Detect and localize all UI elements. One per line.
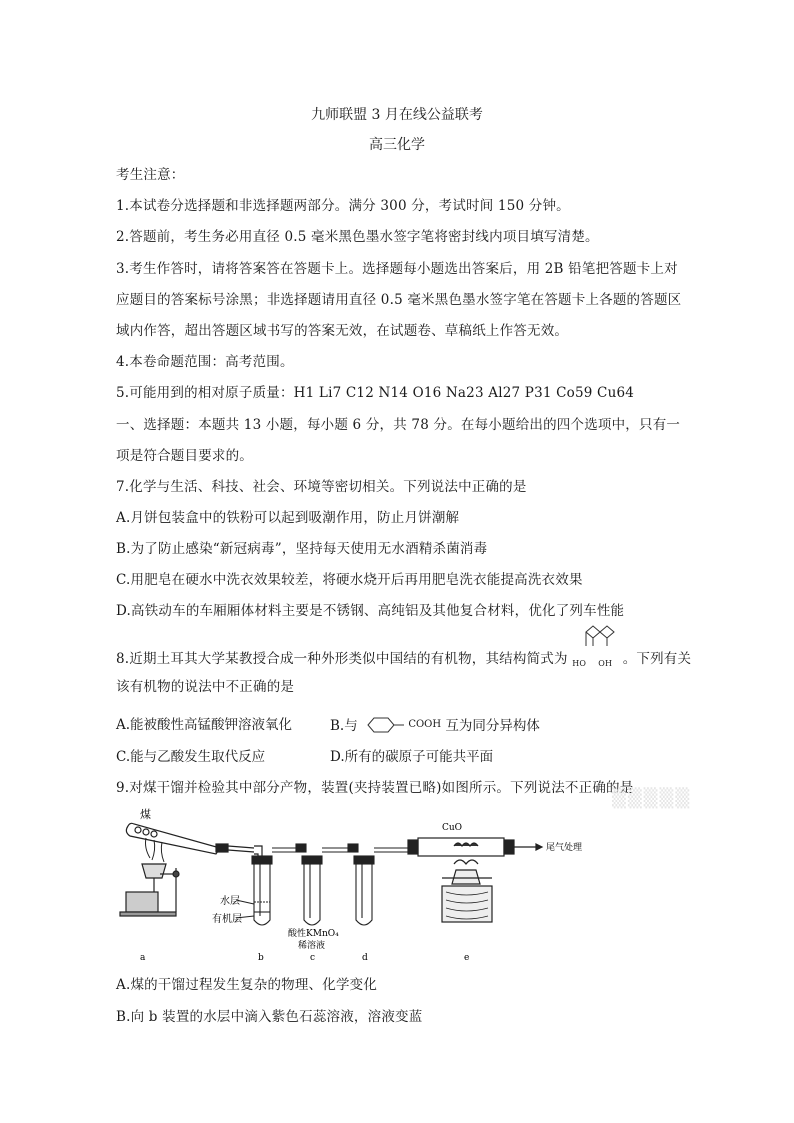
subject-title: 高三化学 xyxy=(369,137,425,153)
knot-structure xyxy=(572,650,618,668)
test-tube-d xyxy=(348,844,408,925)
notice-item: 应题目的答案标号涂黑；非选择题请用直径 0.5 毫米黑色墨水签字笔在答题卡上各题的答题区 xyxy=(116,292,682,308)
apparatus-figure xyxy=(116,808,583,968)
knot-ho-label: HO xyxy=(572,659,587,668)
apparatus-diagram xyxy=(116,808,583,968)
q8-option-b-pre: B.与 xyxy=(330,718,358,734)
apparatus-label-a: a xyxy=(140,953,146,963)
q7-option-d: D.高铁动车的车厢厢体材料主要是不锈钢、高纯铝及其他复合材料，优化了列车性能 xyxy=(116,603,625,619)
section-heading: 一、选择题：本题共 13 小题，每小题 6 分，共 78 分。在每小题给出的四个选项中，只有一 xyxy=(116,417,681,433)
notice-heading: 考生注意： xyxy=(116,167,185,183)
apparatus-a xyxy=(120,823,220,916)
exam-title: 九师联盟 3 月在线公益联考 xyxy=(311,107,483,123)
notice-item: 2.答题前，考生务必用直径 0.5 毫米黑色墨水签字笔将密封线内项目填写清楚。 xyxy=(116,229,599,245)
kmno4-label: 酸性KMnO₄ xyxy=(288,929,339,939)
notice-item: 1.本试卷分选择题和非选择题两部分。满分 300 分，考试时间 150 分钟。 xyxy=(116,198,570,214)
test-tube-c xyxy=(296,844,356,925)
q7-option-a: A.月饼包装盒中的铁粉可以起到吸潮作用，防止月饼潮解 xyxy=(116,510,460,526)
kmno4-label-2: 稀溶液 xyxy=(298,941,326,951)
q9-option-b: B.向 b 装置的水层中滴入紫色石蕊溶液，溶液变蓝 xyxy=(116,1009,423,1025)
q8-option-d: D.所有的碳原子可能共平面 xyxy=(330,749,494,765)
q8-option-b-cooh: COOH xyxy=(408,719,442,730)
q7-option-c: C.用肥皂在硬水中洗衣效果较差，将硬水烧开后再用肥皂洗衣能提高洗衣效果 xyxy=(116,572,583,588)
apparatus-e xyxy=(408,838,542,922)
test-tube-b xyxy=(236,848,306,925)
cyclohexane-ring-icon xyxy=(362,716,404,734)
q8-option-b xyxy=(330,716,540,735)
water-layer-label: 水层 xyxy=(220,896,240,907)
section-heading-cont: 项是符合题目要求的。 xyxy=(116,448,253,464)
apparatus-label-d: d xyxy=(362,953,368,963)
coal-label: 煤 xyxy=(140,808,151,821)
q9-option-a: A.煤的干馏过程发生复杂的物理、化学变化 xyxy=(116,977,378,993)
q8-stem-cont: 该有机物的说法中不正确的是 xyxy=(116,679,295,695)
q9-stem: 9.对煤干馏并检验其中部分产物，装置(夹持装置已略)如图所示。下列说法不正确的是 xyxy=(116,780,634,796)
knot-oh-label: OH xyxy=(598,659,613,668)
tail-gas-label: 尾气处理 xyxy=(546,843,583,853)
q8-stem-text: 8.近期土耳其大学某教授合成一种外形类似中国结的有机物，其结构简式为 xyxy=(116,651,568,667)
q7-stem: 7.化学与生活、科技、社会、环境等密切相关。下列说法中正确的是 xyxy=(116,479,527,495)
watermark: ▒▒▒▒▒ xyxy=(612,788,692,809)
atomic-mass-line: 5.可能用到的相对原子质量：H1 Li7 C12 N14 O16 Na23 Al27 P31 Co59 Cu64 xyxy=(116,385,635,401)
q8-option-b-post: 互为同分异构体 xyxy=(445,718,540,734)
apparatus-label-c: c xyxy=(310,953,316,963)
notice-item: 3.考生作答时，请将答案答在答题卡上。选择题每小题选出答案后，用 2B 铅笔把答题卡上对 xyxy=(116,261,678,277)
apparatus-label-b: b xyxy=(258,953,264,963)
q8-option-a: A.能被酸性高锰酸钾溶液氧化 xyxy=(116,717,293,733)
notice-item: 4.本卷命题范围：高考范围。 xyxy=(116,354,294,370)
q8-stem-text-end: 。下列有关 xyxy=(622,651,692,667)
cuo-label: CuO xyxy=(442,823,463,833)
organic-layer-label: 有机层 xyxy=(212,914,242,925)
q7-option-b: B.为了防止感染“新冠病毒”，坚持每天使用无水酒精杀菌消毒 xyxy=(116,541,488,557)
apparatus-label-e: e xyxy=(464,953,470,963)
q8-stem xyxy=(116,650,691,668)
notice-item: 域内作答，超出答题区域书写的答案无效，在试题卷、草稿纸上作答无效。 xyxy=(116,323,569,339)
q8-option-c: C.能与乙酸发生取代反应 xyxy=(116,749,266,765)
